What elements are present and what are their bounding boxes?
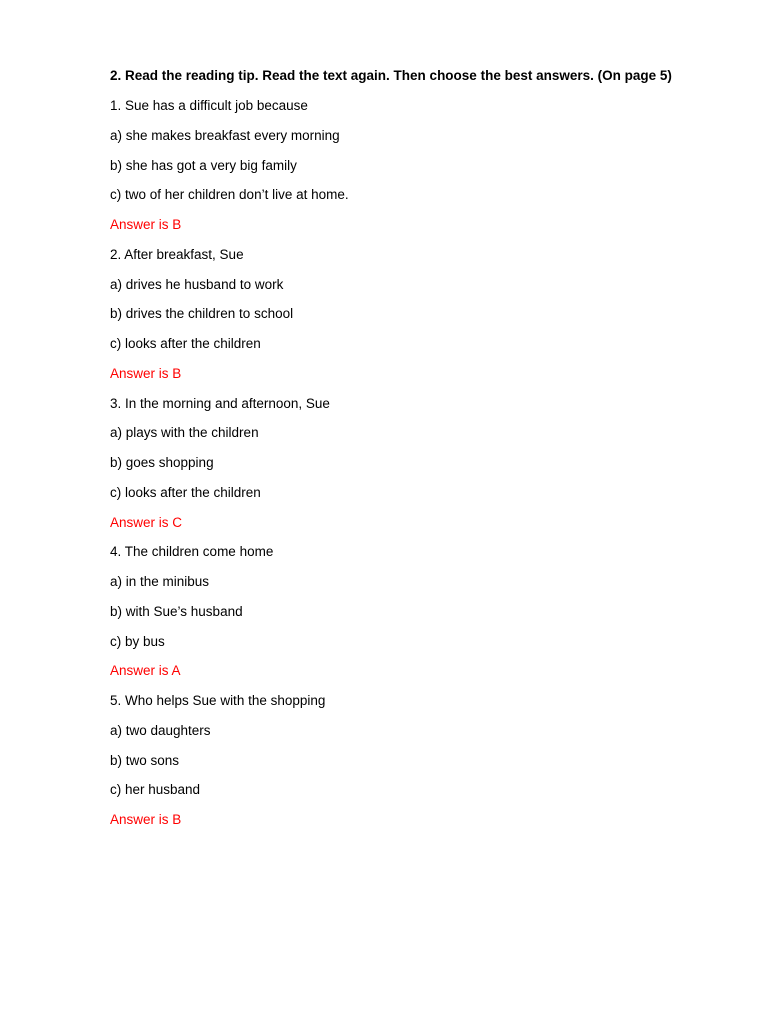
question-block-4 [110, 542, 750, 681]
question-5-answer: Answer is B [110, 812, 182, 827]
question-2-text: 2. After breakfast, Sue [110, 246, 244, 262]
question-3-option-c: c) looks after the children [110, 484, 261, 500]
question-4-option-b: b) with Sue’s husband [110, 603, 243, 619]
question-1-answer: Answer is B [110, 217, 182, 232]
question-3-option-b: b) goes shopping [110, 455, 214, 470]
question-1-option-a: a) she makes breakfast every morning [110, 127, 340, 143]
question-2-answer: Answer is B [110, 365, 182, 381]
question-4-option-a: a) in the minibus [110, 574, 210, 589]
question-block-1 [110, 96, 750, 235]
question-block-3 [110, 394, 750, 533]
question-4-text: 4. The children come home [110, 544, 274, 560]
question-5-option-a: a) two daughters [110, 722, 211, 738]
question-5-option-c: c) her husband [110, 782, 201, 798]
exercise-heading: 2. Read the reading tip. Read the text again. Then choose the best answers. (On page 5) [110, 68, 672, 83]
question-3-text: 3. In the morning and afternoon, Sue [110, 395, 330, 411]
question-2-option-b: b) drives the children to school [110, 306, 294, 322]
question-2-option-c: c) looks after the children [110, 336, 261, 351]
question-4-option-c: c) by bus [110, 633, 165, 649]
question-1-text: 1. Sue has a difficult job because [110, 98, 308, 113]
question-4-answer: Answer is A [110, 663, 181, 679]
document-page [110, 66, 750, 840]
question-3-answer: Answer is C [110, 514, 183, 530]
question-block-2 [110, 245, 750, 384]
question-3-option-a: a) plays with the children [110, 425, 259, 441]
question-1-option-b: b) she has got a very big family [110, 157, 297, 173]
question-5-option-b: b) two sons [110, 752, 180, 768]
question-2-option-a: a) drives he husband to work [110, 276, 284, 292]
question-block-5 [110, 691, 750, 830]
question-5-text: 5. Who helps Sue with the shopping [110, 693, 326, 708]
question-1-option-c: c) two of her children don’t live at home. [110, 187, 349, 203]
